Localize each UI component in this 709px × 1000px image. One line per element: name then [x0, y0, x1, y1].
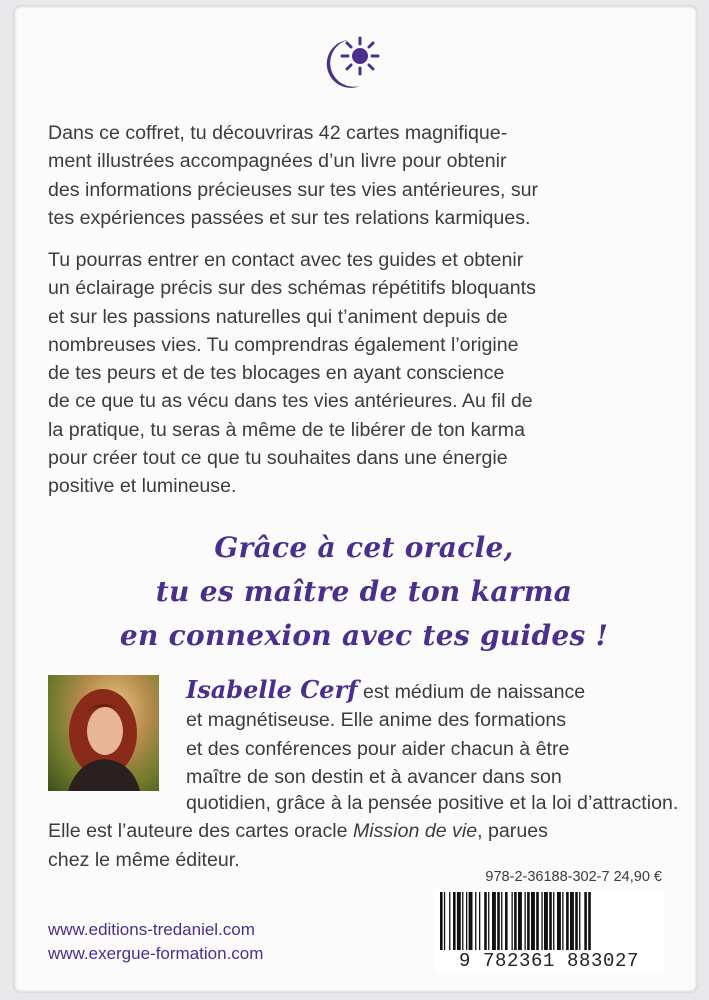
bio-line: et magnétiseuse. Elle anime des formations	[186, 709, 567, 732]
quote-line: en connexion avec tes guides !	[119, 619, 609, 652]
text-line: positive et lumineuse.	[48, 475, 237, 498]
author-name: Isabelle Cerf	[186, 675, 358, 704]
quote-line: Grâce à cet oracle,	[214, 531, 514, 564]
barcode-digits: 9 782361 883027	[434, 950, 664, 972]
text-line: ment illustrées accompagnées d’un livre pour obtenir	[48, 150, 507, 173]
text-line: nombreuses vies. Tu comprendras également l’origine	[48, 333, 519, 356]
text-line: Dans ce coffret, tu découvriras 42 cartes magnifique-	[48, 122, 508, 144]
text-line: de tes peurs et de tes blocages en ayant conscience	[48, 362, 505, 385]
website-link-exergue[interactable]: www.exergue-formation.com	[48, 944, 264, 963]
author-portrait-drawing	[48, 675, 159, 791]
bio-line: et des conférences pour aider chacun à être	[186, 737, 570, 760]
text-line: pour créer tout ce que tu souhaites dans une énergie	[48, 447, 508, 470]
description-paragraph-1	[48, 119, 666, 232]
book-title: Mission de vie	[352, 820, 478, 843]
author-bio	[186, 676, 686, 791]
bio-line: maître de son destin et à avancer dans son	[186, 765, 562, 788]
text-line: un éclairage précis sur des schémas répétitifs bloquants	[48, 277, 536, 300]
bio-line: quotidien, grâce à la pensée positive et la loi d’attraction.	[186, 792, 679, 814]
tagline-quote	[74, 526, 654, 658]
text-line: tes expériences passées et sur tes relations karmiques.	[48, 206, 531, 229]
author-photo	[48, 675, 159, 791]
moon-sun-icon	[310, 28, 390, 98]
isbn-price	[436, 869, 662, 885]
isbn: 978-2-36188-302-7	[485, 869, 610, 885]
text-line: la pratique, tu seras à même de te libérer de ton karma	[48, 418, 526, 441]
description-paragraph-2	[48, 246, 666, 501]
website-links	[48, 918, 263, 966]
bio-first-text: est médium de naissance	[357, 681, 586, 703]
website-link-tredaniel[interactable]: www.editions-tredaniel.com	[48, 920, 255, 939]
box-back-cover	[14, 6, 697, 992]
author-bio-continued	[48, 789, 688, 874]
barcode	[434, 890, 664, 972]
bio-more-suffix: , parues	[477, 820, 548, 843]
quote-line: tu es maître de ton karma	[155, 575, 573, 608]
bio-more-prefix: Elle est l’auteure des cartes oracle	[48, 820, 353, 843]
bio-first-line	[186, 676, 686, 706]
barcode-bars	[434, 890, 664, 952]
text-line: de ce que tu as vécu dans tes vies antérieures. Au fil de	[48, 390, 533, 413]
bio-line	[48, 817, 688, 845]
bio-line: chez le même éditeur.	[48, 848, 240, 871]
price: 24,90 €	[613, 869, 662, 885]
text-line: et sur les passions naturelles qui t’animent depuis de	[48, 305, 508, 328]
text-line: Tu pourras entrer en contact avec tes guides et obtenir	[48, 249, 524, 271]
text-line: des informations précieuses sur tes vies antérieures, sur	[48, 178, 539, 201]
